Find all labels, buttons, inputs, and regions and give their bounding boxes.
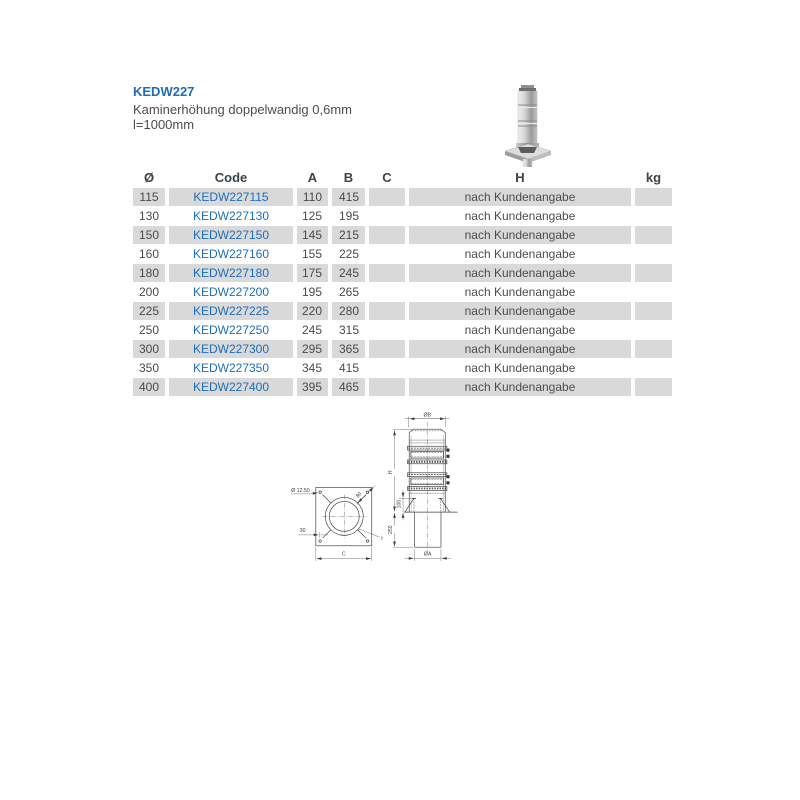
kg-cell: [635, 207, 672, 225]
h-cell: nach Kundenangabe: [464, 285, 576, 299]
clamp-bolt: [446, 449, 449, 452]
diameter-cell: 115: [133, 188, 165, 206]
table-row: [133, 283, 672, 301]
clamp-bolt: [446, 481, 449, 484]
code-cell[interactable]: [169, 245, 293, 263]
h-cell: nach Kundenangabe: [409, 340, 631, 358]
code-link[interactable]: KEDW227150: [192, 228, 270, 242]
code-link[interactable]: KEDW227180: [192, 266, 270, 280]
c-cell: [369, 340, 405, 358]
code-link[interactable]: KEDW227115: [193, 190, 269, 204]
diameter-cell: 150: [133, 226, 165, 244]
side-view-drawing: [388, 412, 457, 561]
diameter-cell: 350: [138, 361, 160, 375]
table-row: [133, 378, 672, 396]
b-cell: 245: [332, 264, 365, 282]
code-cell[interactable]: [169, 188, 293, 206]
code-cell[interactable]: [169, 302, 293, 320]
clamp-bolt: [446, 475, 449, 478]
dim-label-30: 30: [299, 528, 306, 535]
h-cell: nach Kundenangabe: [464, 323, 576, 337]
product-photo: [495, 75, 565, 175]
table-body: [133, 188, 672, 396]
h-cell: nach Kundenangabe: [409, 302, 631, 320]
dim-label-h: H: [388, 470, 395, 475]
table-row: [133, 207, 672, 225]
dim-label-hole-diameter: Ø 12.50: [291, 488, 310, 495]
diameter-cell: 160: [138, 247, 160, 261]
table-row: [133, 302, 672, 320]
col-header-b: B: [332, 167, 365, 187]
a-cell: 110: [297, 188, 328, 206]
b-cell: 215: [332, 226, 365, 244]
c-cell: [369, 283, 405, 301]
diameter-cell: 200: [138, 285, 160, 299]
col-header-a: A: [297, 167, 328, 187]
kg-cell: [635, 359, 672, 377]
table-row: [133, 245, 672, 263]
kg-cell: [635, 188, 672, 206]
product-length: l=1000mm: [133, 117, 195, 132]
col-header-c: C: [369, 167, 405, 187]
diameter-cell: 300: [133, 340, 165, 358]
code-cell[interactable]: [169, 283, 293, 301]
a-cell: 220: [297, 302, 328, 320]
b-cell: 415: [332, 188, 365, 206]
kg-cell: [635, 321, 672, 339]
code-link[interactable]: KEDW227160: [192, 247, 270, 261]
c-cell: [369, 359, 405, 377]
table-row: [133, 264, 672, 282]
page-title: KEDW227: [133, 84, 195, 99]
kg-cell: [635, 264, 672, 282]
code-link[interactable]: KEDW227130: [192, 209, 270, 223]
h-cell: nach Kundenangabe: [464, 361, 576, 375]
a-cell: 125: [301, 209, 322, 223]
a-cell: 155: [301, 247, 322, 261]
h-cell: nach Kundenangabe: [409, 188, 631, 206]
diameter-cell: 400: [133, 378, 165, 396]
a-cell: 345: [301, 361, 322, 375]
product-description: Kaminerhöhung doppelwandig 0,6mm: [133, 102, 352, 117]
col-header-kg: kg: [635, 167, 672, 187]
dim-label-dia-a: ØA: [423, 551, 432, 558]
kg-cell: [635, 245, 672, 263]
technical-drawings: [215, 405, 675, 770]
code-link[interactable]: KEDW227400: [192, 380, 270, 394]
table-header-row: [133, 167, 672, 187]
dim-label-t: t: [381, 536, 383, 543]
dim-label-80: 80: [354, 491, 364, 500]
diameter-cell: 130: [138, 209, 160, 223]
product-table: [129, 166, 676, 397]
kg-cell: [635, 378, 672, 396]
code-cell[interactable]: [169, 359, 293, 377]
dim-label-dia-b: ØB: [423, 412, 431, 419]
b-cell: 365: [332, 340, 365, 358]
b-cell: 315: [338, 323, 359, 337]
h-cell: nach Kundenangabe: [409, 226, 631, 244]
kg-cell: [635, 302, 672, 320]
a-cell: 195: [301, 285, 322, 299]
clamp-bolt: [446, 455, 449, 458]
base-plate-top-view-drawing: [291, 485, 383, 561]
dim-label-c: C: [341, 551, 346, 558]
c-cell: [369, 302, 405, 320]
h-cell: nach Kundenangabe: [464, 209, 576, 223]
c-cell: [369, 188, 405, 206]
c-cell: [369, 245, 405, 263]
a-cell: 145: [297, 226, 328, 244]
table-row: [133, 359, 672, 377]
a-cell: 175: [297, 264, 328, 282]
h-cell: nach Kundenangabe: [409, 264, 631, 282]
b-cell: 265: [338, 285, 359, 299]
code-cell[interactable]: [169, 264, 293, 282]
diameter-cell: 250: [138, 323, 160, 337]
code-cell[interactable]: [169, 321, 293, 339]
kg-cell: [635, 340, 672, 358]
dim-label-250: 250: [388, 525, 395, 535]
h-cell: nach Kundenangabe: [409, 378, 631, 396]
b-cell: 280: [332, 302, 365, 320]
diameter-cell: 225: [133, 302, 165, 320]
kg-cell: [635, 226, 672, 244]
table-row: [133, 321, 672, 339]
code-cell[interactable]: [169, 226, 293, 244]
b-cell: 465: [332, 378, 365, 396]
kg-cell: [635, 283, 672, 301]
code-link[interactable]: KEDW227250: [192, 323, 270, 337]
table-row: [133, 226, 672, 244]
code-link[interactable]: KEDW227300: [192, 342, 270, 356]
a-cell: 295: [297, 340, 328, 358]
a-cell: 245: [301, 323, 322, 337]
col-header-diameter: Ø: [133, 167, 165, 187]
code-cell[interactable]: [169, 340, 293, 358]
dim-label-100: 100: [396, 499, 403, 509]
c-cell: [369, 264, 405, 282]
c-cell: [369, 207, 405, 225]
code-cell[interactable]: [169, 378, 293, 396]
code-cell[interactable]: [169, 207, 293, 225]
h-cell: nach Kundenangabe: [464, 247, 576, 261]
code-link[interactable]: KEDW227225: [192, 304, 270, 318]
b-cell: 225: [338, 247, 359, 261]
code-link[interactable]: KEDW227350: [192, 361, 270, 375]
c-cell: [369, 226, 405, 244]
chimney-extension-image: [505, 85, 551, 172]
b-cell: 195: [338, 209, 359, 223]
col-header-code: Code: [169, 167, 293, 187]
table-row: [133, 188, 672, 206]
col-header-h: H: [409, 167, 631, 187]
b-cell: 415: [338, 361, 359, 375]
diameter-cell: 180: [133, 264, 165, 282]
c-cell: [369, 378, 405, 396]
table-row: [133, 340, 672, 358]
a-cell: 395: [297, 378, 328, 396]
c-cell: [369, 321, 405, 339]
code-link[interactable]: KEDW227200: [192, 285, 270, 299]
